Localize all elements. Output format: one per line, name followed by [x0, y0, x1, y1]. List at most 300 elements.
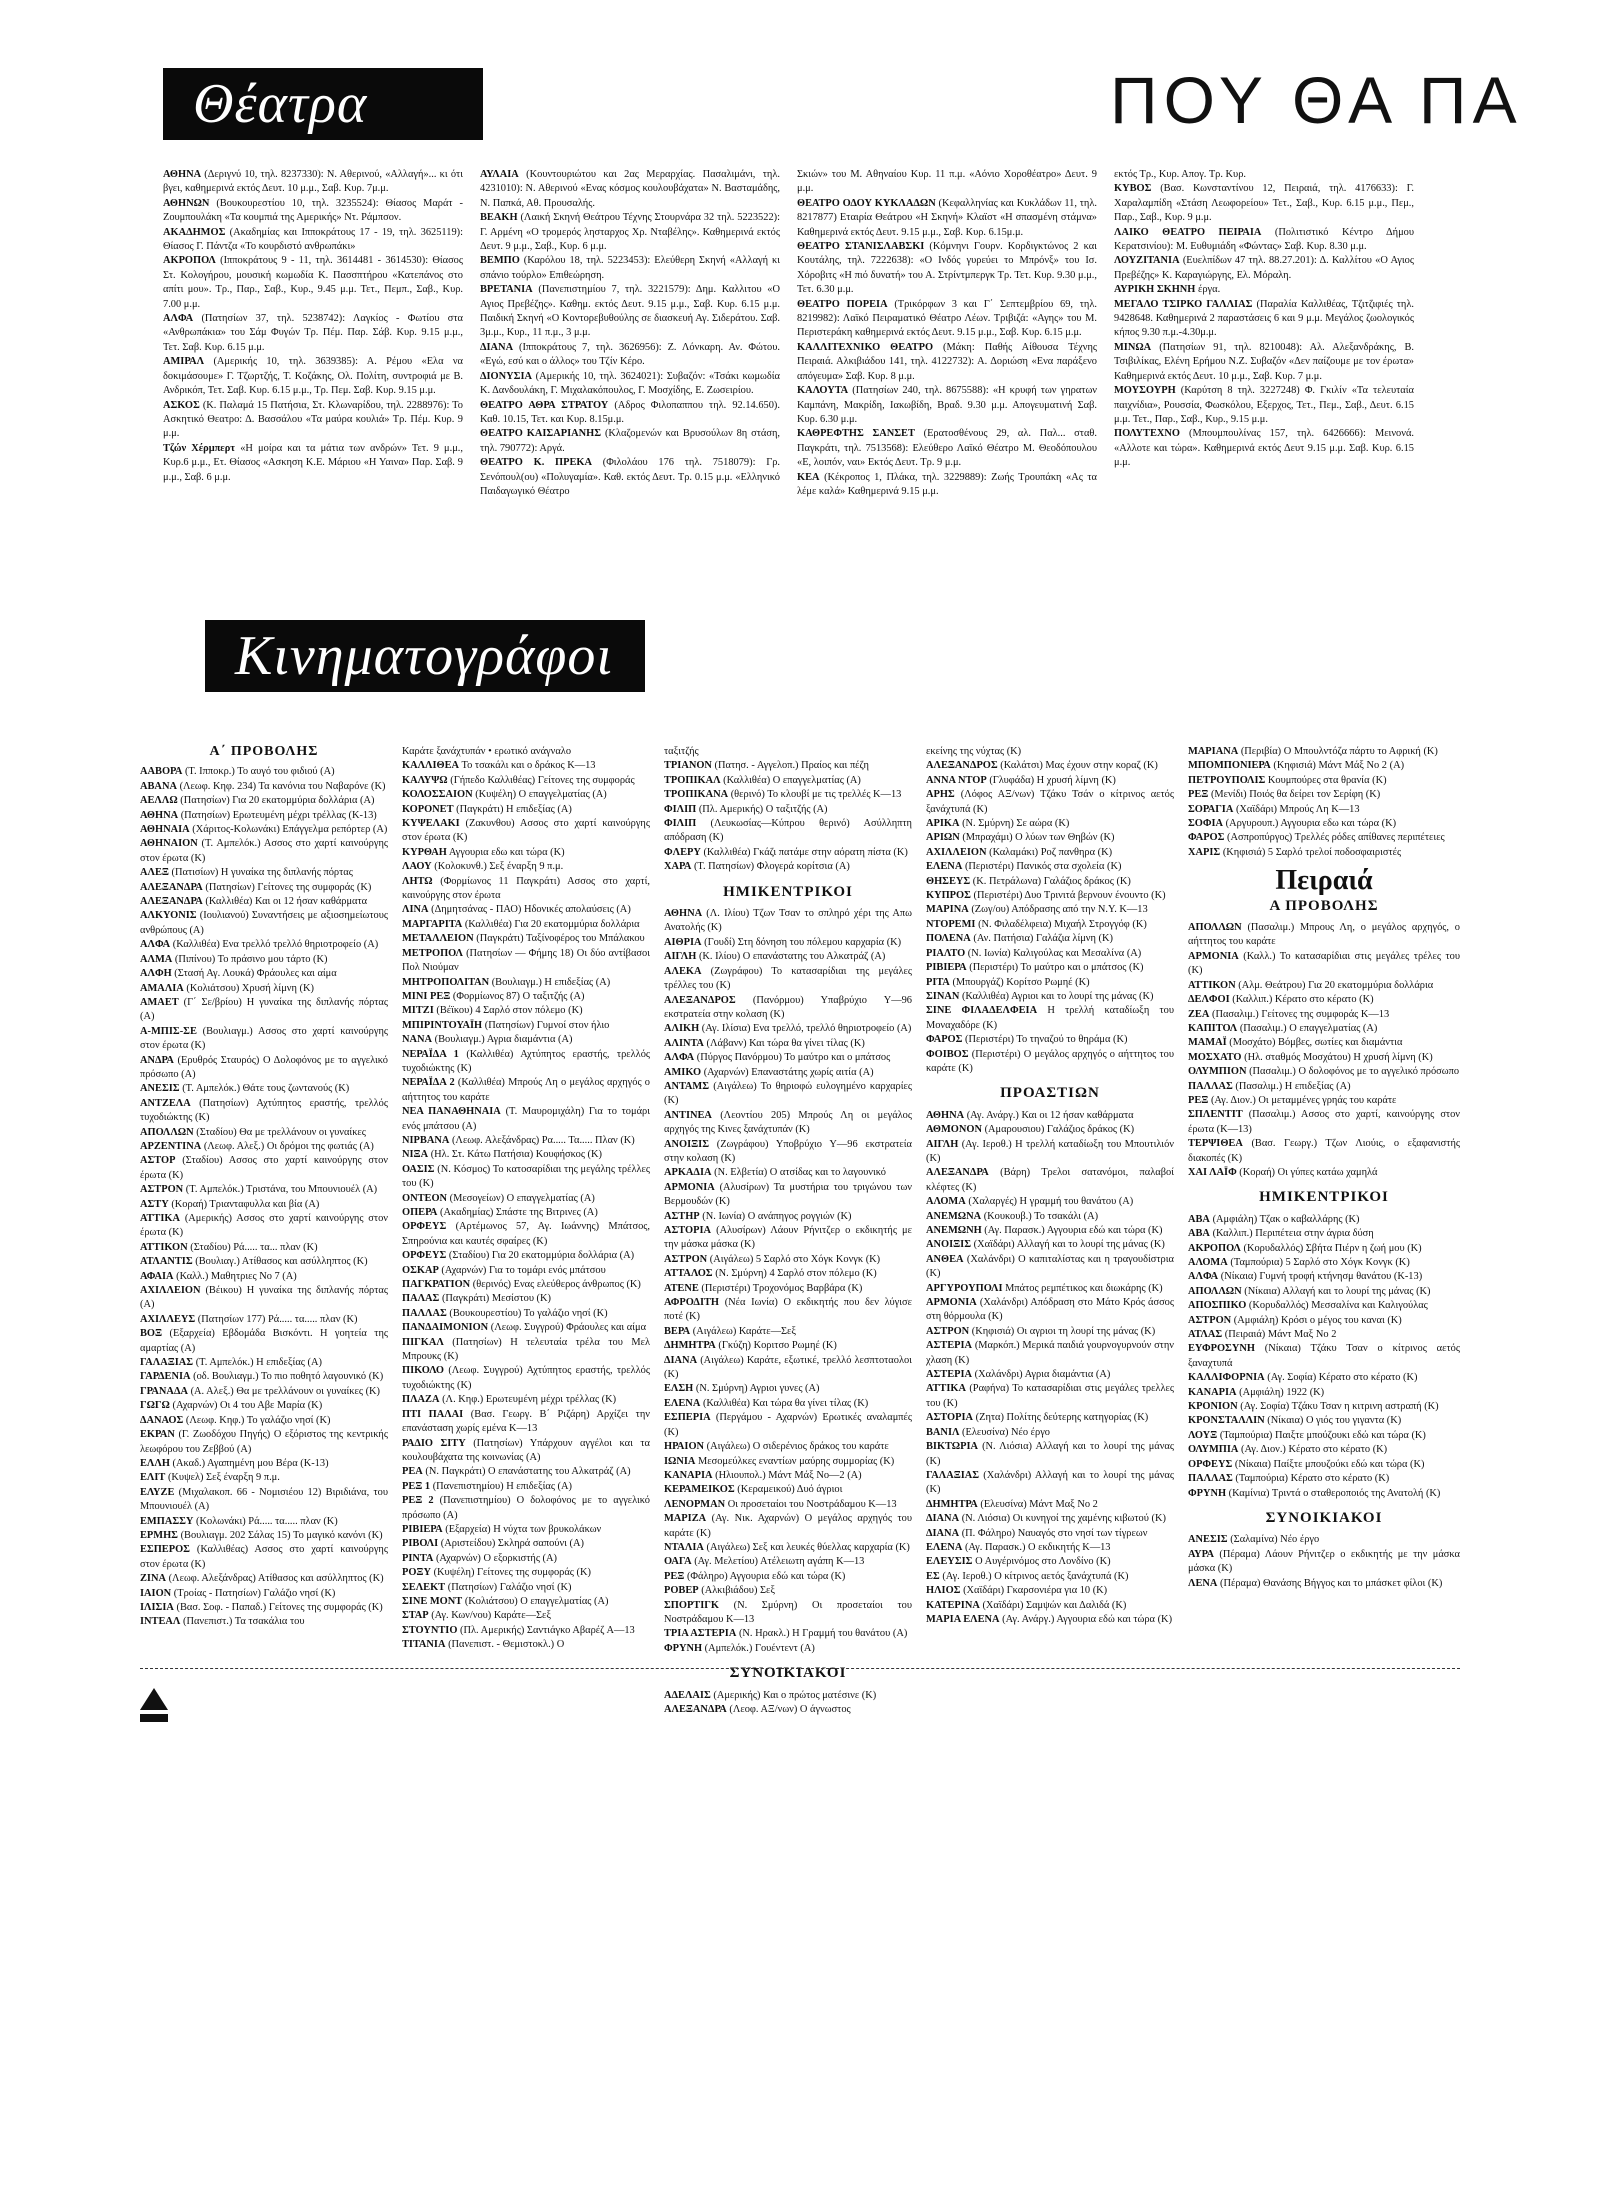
venue-name: ΠΑΝΔΑΙΜΟΝΙΟΝ — [402, 1322, 489, 1334]
venue-name: ΑΝΕΜΩΝΗ — [926, 1225, 982, 1236]
listing-details: (Ν. Σμύρνη) Αγριοι γυνες (Α) — [695, 1383, 820, 1395]
listing-details: Καράτε ξανάχτυπάν • ερωτικό ανάγναλο — [402, 746, 572, 757]
listing-entry — [1114, 298, 1414, 341]
listing-entry — [1188, 1166, 1460, 1180]
listing-details: (Αιγάλεω) Σεξ και λευκές θύελλας καρχαρία (Κ) — [706, 1541, 910, 1553]
venue-name: ΑΣΤΡΟΝ — [664, 1253, 708, 1265]
venue-name: ΑΝΤΑΜΣ — [664, 1080, 710, 1092]
listing-entry — [402, 1595, 650, 1609]
listing-details: (Ν. Ιωνία) Καλιγούλας και Μεσαλίνα (Α) — [967, 947, 1142, 959]
venue-name: ΑΛΟΜΑ — [1188, 1257, 1228, 1268]
listing-details: (Μιχαλακοπ. 66 - Νομισιέου 12) Βιριδιάνα, του Μπουνιουέλ (Α) — [140, 1486, 388, 1513]
listing-details: (Ηλ. Στ. Κάτω Πατήσια) Κουφήσκος (Κ) — [430, 1149, 602, 1161]
page-title: ΠΟΥ ΘΑ ΠΑ — [1110, 63, 1523, 137]
listing-details: (Γ. Ζωοδόχου Πηγής) Ο εξόριστος της κεντρικής λεωφόρου του Ζεββού (Α) — [140, 1429, 388, 1455]
listing-entry — [140, 837, 388, 866]
listing-entry — [140, 1154, 388, 1183]
listing-details: (Καλλιθέα) Ενα τρελλό τρελλό θηριοτροφείο (Α) — [172, 939, 379, 951]
listing-entry — [402, 1048, 650, 1077]
listing-entry — [1188, 1227, 1460, 1241]
listing-entry — [1188, 1080, 1460, 1094]
venue-name: ΟΝΤΕΟΝ — [402, 1192, 448, 1204]
listing-entry — [1188, 1137, 1460, 1166]
venue-name: ΤΡΙΑ ΑΣΤΕΡΙΑ — [664, 1628, 737, 1640]
listing-entry — [664, 1483, 912, 1497]
listing-entry — [140, 982, 388, 996]
listing-details: (Μπουμπουλίνας 157, τηλ. 6426666): Μεινονά. «Αλλοτε και τώρα». Καθημερινά εκτός Δευτ 9.15 μ.μ. Σαβ. Κυρ. 6.15 μ.μ. — [1114, 428, 1414, 469]
listing-entry — [664, 1411, 912, 1440]
venue-name: ΑΘΗΝΑΙΟΝ — [140, 838, 198, 850]
listing-details: Οι προσεταίοι του Νοστράδαμου Κ—13 — [727, 1498, 897, 1510]
listing-entry — [140, 1198, 388, 1212]
cinemas-column-4 — [926, 745, 1174, 1625]
venue-name: ΑΧΙΛΛΕΙΟΝ — [926, 846, 987, 858]
venue-name: ΑΛΕΞΑΝΔΡΟΣ — [664, 994, 736, 1006]
listing-details: (Ηλιουπολ.) Μάντ Μάξ Νο—2 (Α) — [715, 1469, 862, 1481]
venue-name: ΑΣΤΟΡΙΑ — [926, 1412, 974, 1424]
listing-entry — [926, 1382, 1174, 1411]
venue-name: ΑΒΑΝΑ — [140, 780, 177, 792]
listing-entry — [926, 1512, 1174, 1526]
listing-details: (Λεωφ. Κηφ. 234) Τα κανόνια του Ναβαρόνε (Κ) — [179, 780, 386, 792]
venue-name: ΡΑΔΙΟ ΣΙΤΥ — [402, 1437, 466, 1449]
listing-details: εκείνης της νύχτας (Κ) — [926, 746, 1022, 757]
listing-details: (Τ. Αμπελόκ.) Ασσος στο χαρτί καινούργης στον έρωτα (Κ) — [140, 838, 388, 864]
venue-name: ΑΛΚΥΟΝΙΣ — [140, 910, 197, 922]
venue-name: ΠΟΛΕΝΑ — [926, 933, 971, 945]
listing-entry — [664, 1253, 912, 1267]
venue-name: ΒΑΝΙΛ — [926, 1426, 960, 1438]
venue-name: ΕΛΕΥΣΙΣ — [926, 1556, 973, 1568]
cinemas-banner — [205, 620, 645, 692]
venue-name: ΜΙΝΩΑ — [1114, 341, 1152, 353]
venue-name: ΚΟΛΟΣΣΑΙΟΝ — [402, 789, 473, 801]
venue-name: ΙΛΙΣΙΑ — [140, 1601, 174, 1613]
venue-name: ΝΕΑ ΠΑΝΑΘΗΝΑΙΑ — [402, 1106, 501, 1118]
listing-entry — [402, 1134, 650, 1148]
venue-name: ΟΣΚΑΡ — [402, 1264, 439, 1276]
listing-details: (Πατησίων) Ερωτευμένη μέχρι τρέλλας (Κ-13) — [180, 809, 377, 821]
venue-name: ΡΕΞ — [664, 1570, 685, 1582]
venue-name: ΑΣΤΟΡΙΑ — [664, 1225, 712, 1236]
listing-details: (Παγκράτι) Η επιδεξίας (Α) — [456, 803, 572, 815]
venue-name: ΛΟΥΖΙΤΑΝΙΑ — [1114, 255, 1180, 267]
venue-name: ΔΙΑΝΑ — [926, 1527, 960, 1539]
listing-details: (Αιγάλεω) Καράτε—Σεξ — [692, 1325, 797, 1337]
listing-entry — [664, 788, 912, 802]
venue-name: ΖΕΑ — [1188, 1008, 1210, 1020]
theatres-banner-label: Θέατρα — [193, 73, 368, 135]
venue-name: ΑΝΘΕΑ — [926, 1253, 964, 1265]
listing-entry — [926, 860, 1174, 874]
listing-details: (οδ. Βουλιαγμ.) Το πιο ποθητό λαγουνικό (Κ) — [193, 1371, 384, 1383]
venue-name: ΦΑΡΟΣ — [926, 1034, 963, 1046]
listing-details: (Αμερικής) Και ο πρώτος ματέσινε (Κ) — [713, 1689, 877, 1701]
venue-name: ΚΑΛΟΥΤΑ — [797, 385, 849, 397]
listing-details: (Γουδί) Στη δόνηση του πόλεμου καρχαρία (Κ) — [704, 936, 902, 948]
listing-entry — [926, 1440, 1174, 1469]
listing-details: (Φιλολάου 176 τηλ. 7518079): Γρ. Σενόπουλ(ου) «Πολυγαμία». Καθ. εκτός Δευτ. Τρ. 0.15 μ.μ. «Ελληνικό Παιδαγωγικό Θέατρο — [480, 457, 780, 497]
venue-name: ΝΕΡΑΪΔΑ 1 — [402, 1048, 459, 1060]
listing-details: (Αλκιβιάδου) Σεξ — [701, 1585, 776, 1597]
listing-entry — [1188, 1371, 1460, 1385]
listing-details: (Ν. Ηρακλ.) Η Γραμμή του θανάτου (Α) — [738, 1628, 908, 1640]
listing-entry — [402, 1321, 650, 1335]
listing-entry — [1188, 1577, 1460, 1591]
venue-name: ΑΠΟΛΛΩΝ — [1188, 922, 1242, 934]
listing-entry — [664, 1080, 912, 1109]
listing-entry — [480, 370, 780, 399]
listing-details: (Πατησίων 240, τηλ. 8675588): «Η κρυφή των γηρατων Καμπάνη, Μακρίδη, Ιακωβίδη, Βραδ. 9.30 μ.μ. Απογευματινή Σαβ. Κυρ. 6.30 μ.μ. — [797, 385, 1097, 425]
venue-name: ΜΗΤΡΟΠΟΛΙΤΑΝ — [402, 976, 490, 988]
venue-name: ΤΡΟΠΙΚΑΝΑ — [664, 789, 729, 801]
venue-name: ΔΙΟΝΥΣΙΑ — [480, 370, 532, 382]
venue-name: ΕΜΠΑΣΣΥ — [140, 1515, 194, 1527]
venue-name: ΛΕΝΑ — [1188, 1577, 1218, 1589]
listing-entry — [797, 168, 1097, 197]
listing-details: (Βέϊκου) 4 Σαρλό στον πόλεμο (Κ) — [436, 1005, 583, 1017]
venue-name: ΜΕΤΑΛΛΕΙΟΝ — [402, 933, 474, 945]
listing-details: (Πλ. Αμερικής) Σαντιάγκο Αβαρέζ Α—13 — [460, 1624, 635, 1636]
venue-name: ΜΕΓΑΛΟ ΤΣΙΡΚΟ ΓΑΛΛΙΑΣ — [1114, 298, 1253, 310]
listing-details: (Βασ. Σοφ. - Παπαδ.) Γείτονες της συμφοράς (Κ) — [176, 1601, 383, 1613]
listing-details: (Καλλιθέα) Μπρούς Λη ο μεγάλος αρχηγός ο αήττητος του καράτε — [402, 1077, 650, 1103]
listing-details: (Αρτέμωνος 57, Αγ. Ιωάννης) Μπάτσος, Σπηρούνια και καυτές σφαίρες (Κ) — [402, 1221, 650, 1247]
venue-name: ΚΕΑ — [797, 471, 820, 483]
listing-entry — [402, 1393, 650, 1407]
listing-entry — [480, 283, 780, 341]
venue-name: ΑΚΑΔΗΜΟΣ — [163, 226, 226, 238]
venue-name: ΕΣΠΕΡΟΣ — [140, 1544, 190, 1556]
listing-entry — [1188, 1429, 1460, 1443]
listing-details: (Κλαζομενών και Βρυσούλων 8η στάση, τηλ. 790772): Αργά. — [480, 428, 781, 454]
listing-details: (Αγ. Ιλίσια) Ενα τρελλό, τρελλό θηριοτροφείο (Α) — [701, 1023, 912, 1035]
venue-name: ΒΕΜΠΟ — [480, 255, 520, 267]
listing-entry — [664, 1051, 912, 1065]
page-bottom-rule — [140, 1668, 1460, 1670]
listing-entry — [664, 950, 912, 964]
listing-entry — [402, 1206, 650, 1220]
listing-entry — [1188, 993, 1460, 1007]
venue-name: ΟΡΦΕΥΣ — [1188, 1458, 1233, 1470]
listing-entry — [140, 895, 388, 909]
listing-details: (Χαλάνδρι) Ο καπιταλίστας και η τραγουδίστρια (Κ) — [926, 1253, 1174, 1280]
venue-name: ΡΕΞ 2 — [402, 1495, 434, 1507]
listing-details: (Ν. Παγκράτι) Ο επανάστατης του Αλκατράζ (Α) — [425, 1466, 631, 1478]
listing-entry — [664, 1599, 912, 1628]
venue-name: ΓΑΛΑΞΙΑΣ — [140, 1357, 194, 1369]
listing-details: (Ακαδημίας) Σπάστε της Βιτρινες (Α) — [440, 1207, 598, 1218]
cinemas-column-1-list — [140, 765, 388, 1629]
listing-details: (Ακαδημίας και Ιπποκράτους 17 - 19, τηλ. 3625119): Θίασος Γ. Πάντζα «Το κουρδιστό ανθρωπάκι» — [163, 226, 463, 253]
listing-entry — [664, 1703, 912, 1717]
listing-details: (Γ΄ Σε/βρίου) Η γυναίκα της διπλανής πόρτας (Α) — [140, 996, 388, 1023]
venue-name: ΣΙΝΕ ΜΟΝΤ — [402, 1595, 463, 1607]
listing-details: (Ταμπούρια) Παιξτε μπούζουκι εδώ και τώρα (Κ) — [1219, 1429, 1426, 1441]
venue-name: ΑΙΓΛΗ — [664, 951, 697, 963]
listing-entry — [1188, 950, 1460, 979]
venue-name: ΟΑΓΑ — [664, 1556, 692, 1568]
listing-entry — [926, 1469, 1174, 1498]
listing-details: έργα. — [1197, 284, 1221, 296]
listing-details: (Τ. Αμπελόκ.) Τριστάνα, του Μπουνιουέλ (Α) — [185, 1184, 378, 1196]
venue-name: ΑΘΗΝΑΙΑ — [140, 824, 190, 836]
listing-details: (Σταδίου) Ρά..... τα... πλαν (Κ) — [190, 1241, 318, 1253]
listing-entry — [1188, 1213, 1460, 1227]
listing-details: (Ζωγράφου) Υποβρύχιο Υ—96 εκστρατεία στην κολαση (Κ) — [664, 1138, 912, 1164]
listing-entry — [402, 1566, 650, 1580]
listing-details: (Νίκαια) Παίξτε μπουζούκι εδώ και τώρα (Κ) — [1234, 1458, 1425, 1470]
venue-name: ΑΤΕΝΕ — [664, 1282, 699, 1294]
listing-entry — [402, 1494, 650, 1523]
venue-name: ΧΑΡΑ — [664, 861, 692, 873]
listing-details: Κουμπούρες στα θρανία (Κ) — [1267, 774, 1387, 786]
venue-name: ΑΝΕΣΙΣ — [1188, 1534, 1228, 1546]
listing-entry — [926, 831, 1174, 845]
venue-name: ΑΥΡΙΚΗ ΣΚΗΝΗ — [1114, 284, 1196, 296]
listing-details: (Πασαλιμ.) Η επιδεξίας (Α) — [1235, 1080, 1351, 1092]
listing-entry — [140, 881, 388, 895]
listing-details: (Τ. Πατησίων) Φλογερά κορίτσια (Α) — [693, 861, 850, 873]
venue-name: ΡΙΒΙΕΡΑ — [926, 962, 967, 974]
venue-name: ΑΘΗΝΩΝ — [163, 197, 210, 209]
venue-name: ΚΥΒΟΣ — [1114, 183, 1152, 195]
listing-details: (Γλυφάδα) Η χρυσή λίμνη (Κ) — [989, 774, 1116, 786]
listing-entry — [140, 967, 388, 981]
venue-name: ΤΕΡΨΙΘΕΑ — [1188, 1138, 1243, 1150]
listing-details: (Κοραή) Οι γύπες κατάω χαμηλά — [1239, 1166, 1378, 1178]
venue-name: ΕΛΕΝΑ — [926, 1541, 963, 1553]
listing-details: (Φορμίωνος 87) Ο ταξιτζής (Α) — [452, 990, 585, 1002]
venue-name: ΣΟΦΙΑ — [1188, 818, 1224, 830]
venue-name: ΑΛΕΞΑΝΔΡΑ — [140, 896, 203, 908]
venue-name: ΙΑΙΟΝ — [140, 1587, 172, 1599]
listing-entry — [1188, 1314, 1460, 1328]
venue-name: ΑΝΟΙΞΙΣ — [926, 1239, 972, 1251]
venue-name: ΒΕΑΚΗ — [480, 212, 518, 224]
venue-name: ΕΛΣΗ — [664, 1383, 694, 1395]
listing-entry — [926, 1004, 1174, 1033]
listing-entry — [664, 1138, 912, 1167]
listing-entry — [402, 947, 650, 976]
listing-details: (Αγ. Ιεροθ.) Η τρελλή καταδίωξη του Μπουτιλιόν (Κ) — [926, 1138, 1174, 1164]
venue-name: ΕΛΕΝΑ — [926, 861, 963, 873]
listing-entry — [664, 1570, 912, 1584]
listing-details: (Λεοντίου 205) Μπρούς Λη οι μεγάλος αρχηγός της Κινες ξανάχτυπάν (Κ) — [664, 1109, 912, 1136]
listing-details: (Πατησίων 37, τηλ. 5238742): Λαγκίος - Φωτίου στα «Ανθρωπάκια» του Σάμ Φυγών Τρ. Πέμ. Παρ. Σάβ. Κυρ. 9.15 μ.μ., Τετ. Σαβ. Κυρ. 6.15 μ.μ. — [163, 313, 463, 353]
listing-details: (Μαρκόπ.) Μερικά παιδιά γουρνογυρνούν στην χλαση (Κ) — [926, 1340, 1174, 1366]
venue-name: ΝΕΡΑΪΔΑ 2 — [402, 1077, 455, 1089]
listing-details: (Ραφήνα) Το κατασαρίδιαι στις μεγάλες τρελλες του (Κ) — [926, 1383, 1174, 1409]
listing-details: (Ζωγράφου) Το κατασαρίδιαι της μεγάλες τρέλλες του (Κ) — [664, 965, 912, 992]
listing-details: (Εξαρχεία) Εβδομάδα Βισκόντι. Η γοητεία της αμαρτίας (Α) — [140, 1328, 388, 1354]
listing-entry — [1188, 1256, 1460, 1270]
venue-name: ΜΕΤΡΟΠΟΛ — [402, 947, 463, 959]
venue-name: ΜΑΡΙΝΑ — [926, 904, 969, 916]
listing-entry — [664, 965, 912, 994]
venue-name: ΑΘΗΝΑ — [163, 169, 202, 180]
listing-entry — [1188, 1108, 1460, 1137]
listing-entry — [140, 1241, 388, 1255]
listing-entry — [140, 1284, 388, 1313]
listing-details: (Βάρη) Τρελοι σατανόμοι, παλαβοί κλέφτες (Κ) — [926, 1167, 1174, 1193]
listing-entry — [926, 918, 1174, 932]
venue-name: ΑΣΤΡΟΝ — [926, 1325, 970, 1337]
listing-details: (Πασαλιμ.) Μπρους Λη, ο μεγάλος αρχηγός, ο αήττητος του καράτε — [1188, 922, 1460, 948]
listing-details: (Λ. Ιλίου) Τζων Τσαν το σπληρό χέρι της Απω Ανατολής (Κ) — [664, 908, 912, 934]
listing-entry — [1188, 1285, 1460, 1299]
venue-name: ΑΝΔΡΑ — [140, 1054, 174, 1066]
listing-entry — [402, 1220, 650, 1249]
venue-name: ΜΑΡΙΖΑ — [664, 1513, 707, 1525]
venue-name: ΒΙΚΤΩΡΙΑ — [926, 1441, 979, 1453]
venue-name: ΑΔΕΛΑΙΣ — [664, 1689, 711, 1701]
listing-entry — [926, 1541, 1174, 1555]
venue-name: ΑΝΟΙΞΙΣ — [664, 1138, 710, 1150]
listing-entry — [402, 1148, 650, 1162]
listing-details: (Βέικου) Η γυναίκα της διπλανής πόρτας (Α) — [140, 1285, 388, 1311]
listing-details: εκτός Τρ., Κυρ. Απογ. Τρ. Κυρ. — [1114, 169, 1246, 180]
listing-details: (Κορυδαλλός) Μεσσαλίνα και Καλιγούλας — [1248, 1300, 1428, 1312]
venue-name: ΜΠΙΡΙΝΤΟΥΑΪΗ — [402, 1019, 483, 1031]
venue-name: ΚΑΛΛΙΤΕΧΝΙΚΟ ΘΕΑΤΡΟ — [797, 341, 934, 353]
venue-name: ΡΙΒΙΕΡΑ — [402, 1523, 443, 1535]
venue-name: ΗΡΑΙΟΝ — [664, 1441, 705, 1453]
listing-entry — [140, 1183, 388, 1197]
venue-name: ΚΑΤΕΡΙΝΑ — [926, 1599, 980, 1611]
listing-details: (Καλλιπ.) Κέρατο στο κέρατο (Κ) — [1232, 994, 1374, 1006]
listing-details: (Μπουργάζ) Κορίτσο Ρωμηέ (Κ) — [952, 976, 1090, 988]
listing-entry — [1188, 803, 1460, 817]
listing-details: (Λεωφ. Συγγρού) Φράουλες και αίμα — [490, 1322, 647, 1334]
venue-name: ΔΙΑΝΑ — [480, 341, 514, 353]
section-heading: ΗΜΙΚΕΝΤΡΙΚΟΙ — [1259, 1189, 1389, 1206]
venue-name: ΑΣΤΥ — [140, 1198, 169, 1210]
theatres-column-2 — [480, 168, 780, 608]
listing-details: (Γκύζη) Κοριτσο Ρωμηέ (Κ) — [718, 1340, 837, 1352]
listing-entry — [402, 1249, 650, 1263]
listing-details: (Μοσχάτο) Βόμβες, σωτίες και διαμάντια — [1229, 1037, 1403, 1049]
venue-name: ΚΑΘΡΕΦΤΗΣ ΣΑΝΣΕΤ — [797, 428, 915, 440]
listing-entry — [926, 932, 1174, 946]
cinemas-column-1 — [140, 744, 388, 1628]
listing-entry — [926, 1296, 1174, 1325]
venue-name: ΣΟΡΑΓΙΑ — [1188, 803, 1234, 815]
listing-entry — [402, 745, 650, 759]
listing-details: (Αμφιάλη) 1922 (Κ) — [1239, 1386, 1325, 1398]
venue-name: ΑΜΑΕΤ — [140, 996, 179, 1008]
listing-entry — [926, 1210, 1174, 1224]
listing-details: (Περιστέρι) Το μαύτρο και ο μπάτσος (Κ) — [969, 962, 1144, 974]
listing-entry — [926, 903, 1174, 917]
listing-entry — [140, 996, 388, 1025]
listing-details: (Αγ. Διον.) Κέρατο στο κέρατο (Κ) — [1241, 1444, 1388, 1456]
listing-entry — [926, 1048, 1174, 1077]
listing-details: (Ταμπούρια) Κέρατο στο κέρατο (Κ) — [1235, 1473, 1390, 1485]
listing-entry — [140, 780, 388, 794]
venue-name: ΑΝΕΣΙΣ — [140, 1083, 180, 1095]
listing-details: (Κεραμεικού) Δυό άγριοι — [737, 1484, 843, 1496]
listing-entry — [664, 1498, 912, 1512]
listing-details: (Πασαλιμ.) Γείτονες της συμφοράς Κ—13 — [1211, 1008, 1390, 1020]
venue-name: Α-ΜΠΙΣ-ΣΕ — [140, 1025, 197, 1037]
venue-name: ΡΟΞΥ — [402, 1567, 431, 1579]
listing-details: (Αιγάλεω) Καράτε, εξωτικέ, τρελλό λεσπτοταολοι (Κ) — [664, 1354, 912, 1381]
listing-entry — [926, 1584, 1174, 1598]
listing-entry — [926, 759, 1174, 773]
listing-details: (Τ. Αμπελόκ.) Θάτε τους ζωντανούς (Κ) — [182, 1083, 350, 1095]
listing-details: (Χαϊδάρι) Αλλαγή και το λουρί της μάνας (Κ) — [973, 1239, 1165, 1251]
listing-details: (Δημητσάνας - ΠΑΟ) Ηδονικές απολαύσεις (Α) — [431, 904, 631, 916]
venue-name: ΕΛΛΗ — [140, 1457, 170, 1469]
listing-entry — [140, 794, 388, 808]
listing-entry — [480, 399, 780, 428]
listing-details: (Ν. Σμύρνη) 4 Σαρλό στον πόλεμο (Κ) — [715, 1268, 877, 1280]
listing-details: (Πύργος Πανόρμου) Το μαύτρο και ο μπάτσος — [696, 1052, 891, 1064]
listing-details: (Χαλαργές) Η γραμμή του θανάτου (Α) — [968, 1196, 1134, 1208]
venue-name: ΑΒΑ — [1188, 1228, 1210, 1240]
listing-entry — [163, 355, 463, 398]
venue-name: ΘΕΑΤΡΟ Κ. ΠΡΕΚΑ — [480, 457, 592, 469]
listing-details: (Πατησίων) Γυμνοί στον ήλιο — [484, 1019, 610, 1031]
listing-details: (Αλυσίρων) Τα μυστήρια του τριγώνου των Βερμουδών (Κ) — [664, 1181, 912, 1208]
listing-entry — [1188, 745, 1460, 759]
listing-details: (Πανεπιστημίου 7, τηλ. 3221579): Δημ. Καλλιτου «Ο Αγιος Πρεβέζης». Καθημ. εκτός Δευτ. 9.15 μ.μ., Σαβ. Κυρ. 6.15 μ.μ. Παιδική Σκηνή «Ο Κοντορεβυθούλης σε διασκευή Αγ. Σιδεράτου. Σαβ. 3μ.μ., Κυρ., 11 π.μ., 3 μ.μ. — [480, 284, 780, 339]
listing-details: (Σταδίου) Θα με τρελλάνουν οι γυναίκες — [196, 1126, 366, 1138]
listing-details: (θερινός) Ενας ελεύθερος άνθρωπος (Κ) — [472, 1279, 641, 1291]
venue-name: ΛΑΟΥ — [402, 861, 432, 873]
listing-details: Αγγουρια εδω και τώρα (Κ) — [448, 846, 565, 858]
venue-name: ΑΛΦΑ — [664, 1052, 695, 1064]
listing-entry — [1188, 1414, 1460, 1428]
venue-name: ΓΡΑΝΑΔΑ — [140, 1385, 188, 1397]
listing-entry — [402, 1437, 650, 1466]
venue-name: ΑΛΕΞΑΝΔΡΟΣ — [926, 760, 998, 772]
listing-details: (Παραλία Καλλιθέας, Τζιτζιφιές τηλ. 9428648. Καθημερινά 2 παραστάσεις 6 και 9 μ.μ. Μεγάλος ζωολογικός κήπος 9.30 π.μ.-4.30μ.μ. — [1114, 298, 1414, 339]
listing-entry — [402, 1480, 650, 1494]
venue-name: ΚΡΟΝΙΟΝ — [1188, 1401, 1238, 1413]
listing-details: (Περιβία) Ο Μπουλντόζα πάρτυ το Αφρική (Κ) — [1240, 746, 1438, 757]
venue-name: ΓΑΛΑΞΙΑΣ — [926, 1469, 980, 1481]
listing-details: (Καλλιπ.) Περιπέτεια στην άγρια δύση — [1212, 1228, 1374, 1240]
venue-name: ΑΘΗΝΑ — [664, 908, 703, 920]
venue-name: ΚΕΡΑΜΕΙΚΟΣ — [664, 1484, 735, 1496]
listing-entry — [140, 1385, 388, 1399]
listing-details: (Ν. Κόσμος) Το κατοσαρίδιαι της μεγάλης τρέλλες του (Κ) — [402, 1163, 650, 1190]
listing-entry — [140, 765, 388, 779]
listing-entry — [480, 254, 780, 283]
listing-entry — [1188, 1065, 1460, 1079]
venue-name: ΑΣΤΡΟΝ — [140, 1184, 184, 1196]
listing-details: (Σταδίου) Για 20 εκατομμύρια δολλάρια (Α) — [448, 1250, 635, 1262]
listing-entry — [140, 909, 388, 938]
listing-entry — [140, 809, 388, 823]
venue-name: ΤΙΤΑΝΙΑ — [402, 1639, 446, 1651]
venue-name: ΔΗΜΗΤΡΑ — [926, 1498, 978, 1510]
venue-name: ΑΜΙΚΟ — [664, 1066, 702, 1078]
listing-entry — [140, 866, 388, 880]
venue-name: ΑΠΟΛΛΩΝ — [1188, 1285, 1242, 1297]
venue-name: ΘΕΑΤΡΟ ΟΔΟΥ ΚΥΚΛΑΔΩΝ — [797, 197, 936, 209]
listing-entry — [1188, 831, 1460, 845]
listing-entry — [402, 759, 650, 773]
venue-name: ΠΙΓΚΑΛ — [402, 1336, 444, 1348]
listing-details: (Λ. Κηφ.) Ερωτευμένη μέχρι τρέλλας (Κ) — [442, 1394, 617, 1406]
listing-entry — [140, 1414, 388, 1428]
listing-details: (Αμφιάλη) Κρόσι ο μέγος του καναι (Κ) — [1233, 1314, 1402, 1326]
listing-entry — [1188, 1022, 1460, 1036]
listing-details: (Κηφισιά) Μάντ Μάξ Νο 2 (Α) — [1273, 760, 1405, 772]
